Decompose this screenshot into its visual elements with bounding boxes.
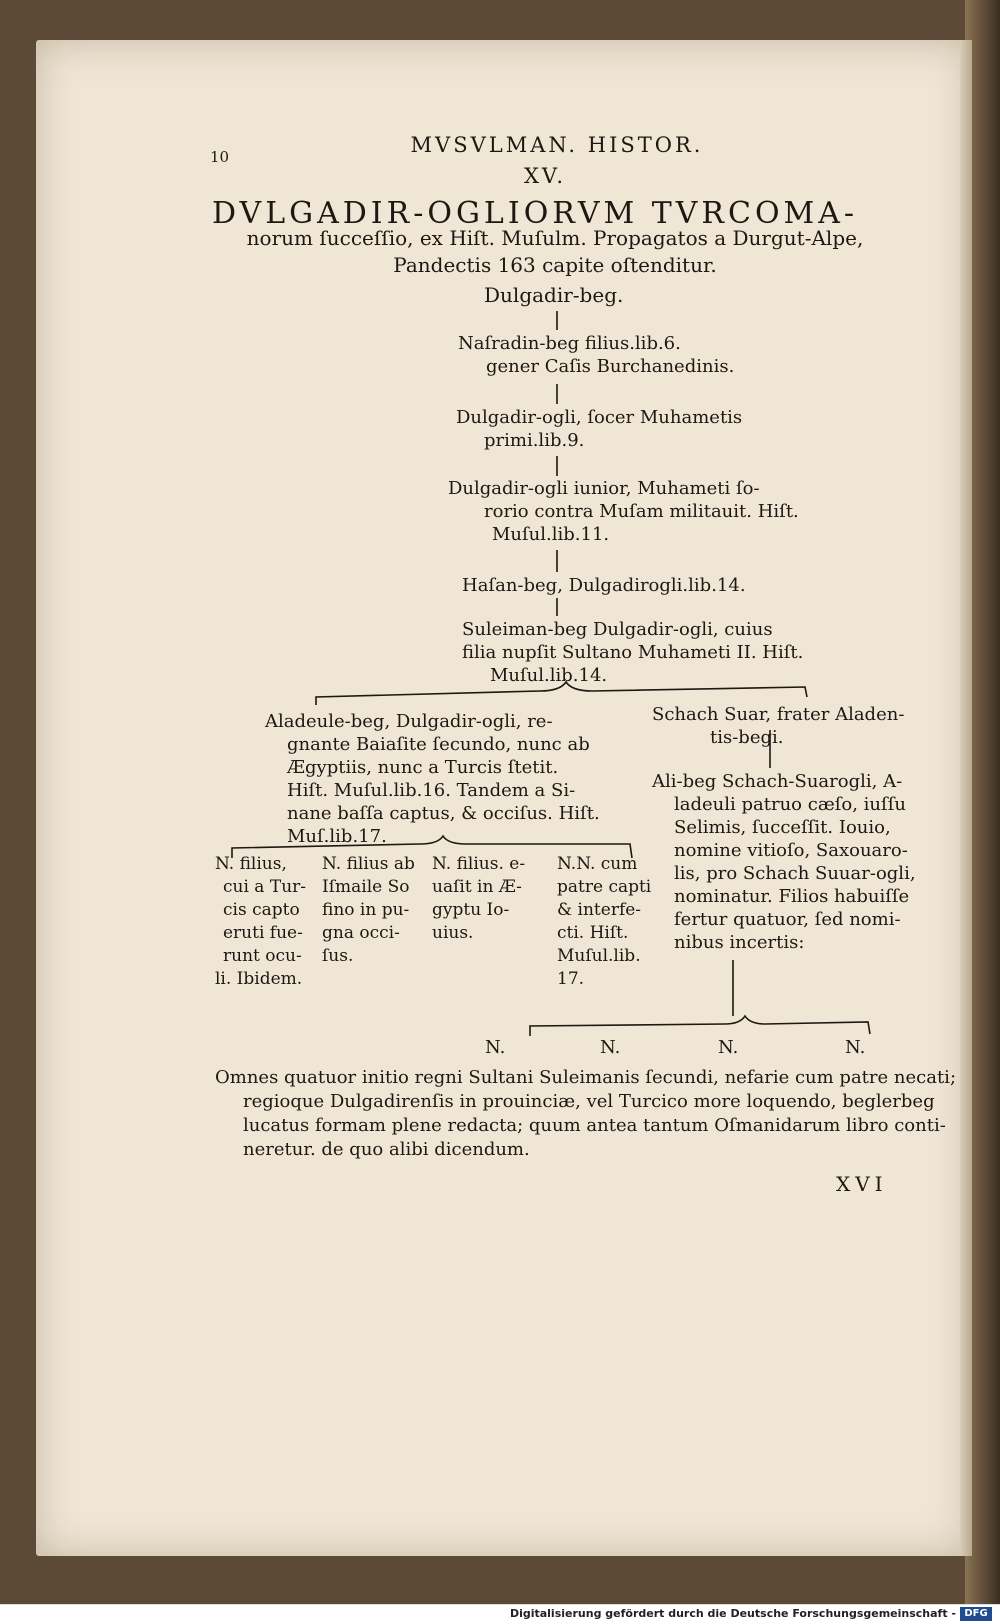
right-grandson-line-8: nibus incertis:: [674, 932, 805, 953]
left-child-4-line-5: Muſul.lib.: [557, 946, 641, 966]
left-son-line-2: gnante Baiaſite ſecundo, nunc ab: [287, 734, 590, 755]
generation-3-line-2: rorio contra Muſam militauit. Hiſt.: [484, 501, 799, 522]
left-child-3-line-2: uaſit in Æ-: [432, 877, 522, 897]
right-son-line-2: tis-begi.: [710, 727, 784, 748]
left-child-4-line-2: patre capti: [557, 877, 652, 897]
left-child-4-line-4: cti. Hiſt.: [557, 923, 629, 943]
closing-line-4: neretur. de quo alibi dicendum.: [243, 1139, 530, 1160]
generation-5-line-1: Suleiman-beg Dulgadir-ogli, cuius: [462, 619, 773, 640]
left-child-1-line-5: runt ocu-: [223, 946, 302, 966]
generation-1-line-2: gener Caſis Burchanedinis.: [486, 356, 735, 377]
running-head: MVSVLMAN. HISTOR.: [410, 133, 704, 157]
generation-4: Haſan-beg, Dulgadirogli.lib.14.: [462, 575, 746, 596]
closing-line-2: regioque Dulgadirenſis in prouinciæ, vel Turcico more loquendo, beglerbeg: [243, 1091, 935, 1112]
left-child-1-line-2: cui a Tur-: [223, 877, 307, 897]
brace-right-children: [530, 1016, 870, 1036]
title-line-1: DVLGADIR-OGLIORVM TVRCOMA-: [212, 196, 859, 231]
left-child-1-line-4: eruti fue-: [223, 923, 303, 943]
left-son-line-6: Muſ.lib.17.: [287, 826, 387, 847]
digitization-footer: [0, 1604, 1000, 1624]
brace-left-children: [232, 836, 632, 858]
right-child-1: N.: [485, 1037, 506, 1058]
right-child-2: N.: [600, 1037, 621, 1058]
generation-5-line-2: filia nupſit Sultano Muhameti II. Hiſt.: [462, 642, 804, 663]
left-child-1-line-3: cis capto: [223, 900, 300, 920]
left-child-2-line-1: N. filius ab: [322, 854, 415, 874]
page-number: 10: [210, 148, 230, 166]
title-line-3: Pandectis 163 capite oſtenditur.: [393, 253, 717, 277]
left-child-2-line-5: ſus.: [322, 946, 354, 966]
right-grandson-line-6: nominatur. Filios habuiſſe: [674, 886, 910, 907]
left-child-4-line-3: & interfe-: [557, 900, 642, 920]
right-child-4: N.: [845, 1037, 866, 1058]
right-grandson-line-2: ladeuli patruo cæſo, iuſſu: [674, 794, 906, 815]
left-child-1-line-1: N. filius,: [215, 854, 287, 874]
left-child-1-line-6: li. Ibidem.: [215, 969, 303, 989]
left-child-3-line-4: uius.: [432, 923, 474, 943]
catchword: XVI: [836, 1172, 888, 1196]
left-child-3-line-1: N. filius. e-: [432, 854, 526, 874]
generation-5-line-3: Muſul.lib.14.: [490, 665, 608, 686]
section-number: XV.: [523, 164, 567, 188]
root-ancestor: Dulgadir-beg.: [484, 283, 624, 307]
left-child-4-line-1: N.N. cum: [557, 854, 638, 874]
right-grandson-line-1: Ali-beg Schach-Suarogli, A-: [652, 771, 903, 792]
generation-3-line-3: Muſul.lib.11.: [492, 524, 610, 545]
right-grandson-line-7: fertur quatuor, ſed nomi-: [674, 909, 901, 930]
left-son-line-1: Aladeule-beg, Dulgadir-ogli, re-: [265, 711, 553, 732]
left-child-2-line-2: Iſmaile So: [322, 877, 410, 897]
right-grandson-line-3: Selimis, ſucceſſit. Iouio,: [674, 817, 891, 838]
right-child-3: N.: [718, 1037, 739, 1058]
right-grandson-line-5: lis, pro Schach Suuar-ogli,: [674, 863, 916, 884]
generation-3-line-1: Dulgadir-ogli iunior, Muhameti ſo-: [448, 478, 760, 499]
left-son-line-5: nane baſſa captus, & occiſus. Hiſt.: [287, 803, 600, 824]
left-child-3-line-3: gyptu Io-: [432, 900, 510, 920]
left-son-line-3: Ægyptiis, nunc a Turcis ſtetit.: [287, 757, 559, 778]
right-grandson-line-4: nomine vitioſo, Saxouaro-: [674, 840, 908, 861]
dfg-logo: DFG: [960, 1607, 992, 1621]
right-son-line-1: Schach Suar, frater Aladen-: [652, 704, 905, 725]
title-line-2: norum ſucceſſio, ex Hiſt. Muſulm. Propagatos a Durgut-Alpe,: [246, 226, 864, 250]
generation-2-line-2: primi.lib.9.: [484, 430, 585, 451]
left-son-line-4: Hiſt. Muſul.lib.16. Tandem a Si-: [287, 780, 576, 801]
brace-sons: [316, 682, 807, 705]
left-child-4-line-6: 17.: [557, 969, 585, 989]
generation-1-line-1: Naſradin-beg filius.lib.6.: [458, 333, 681, 354]
footer-credit: Digitalisierung gefördert durch die Deutsche Forschungsgemeinschaft -: [509, 1607, 956, 1620]
closing-line-3: lucatus formam plene redacta; quum antea tantum Oſmanidarum libro conti-: [243, 1115, 946, 1136]
closing-line-1: Omnes quatuor initio regni Sultani Suleimanis ſecundi, nefarie cum patre necati;: [215, 1067, 957, 1088]
left-child-2-line-3: fino in pu-: [322, 900, 410, 920]
left-child-2-line-4: gna occi-: [322, 923, 400, 943]
generation-2-line-1: Dulgadir-ogli, ſocer Muhametis: [456, 407, 743, 428]
